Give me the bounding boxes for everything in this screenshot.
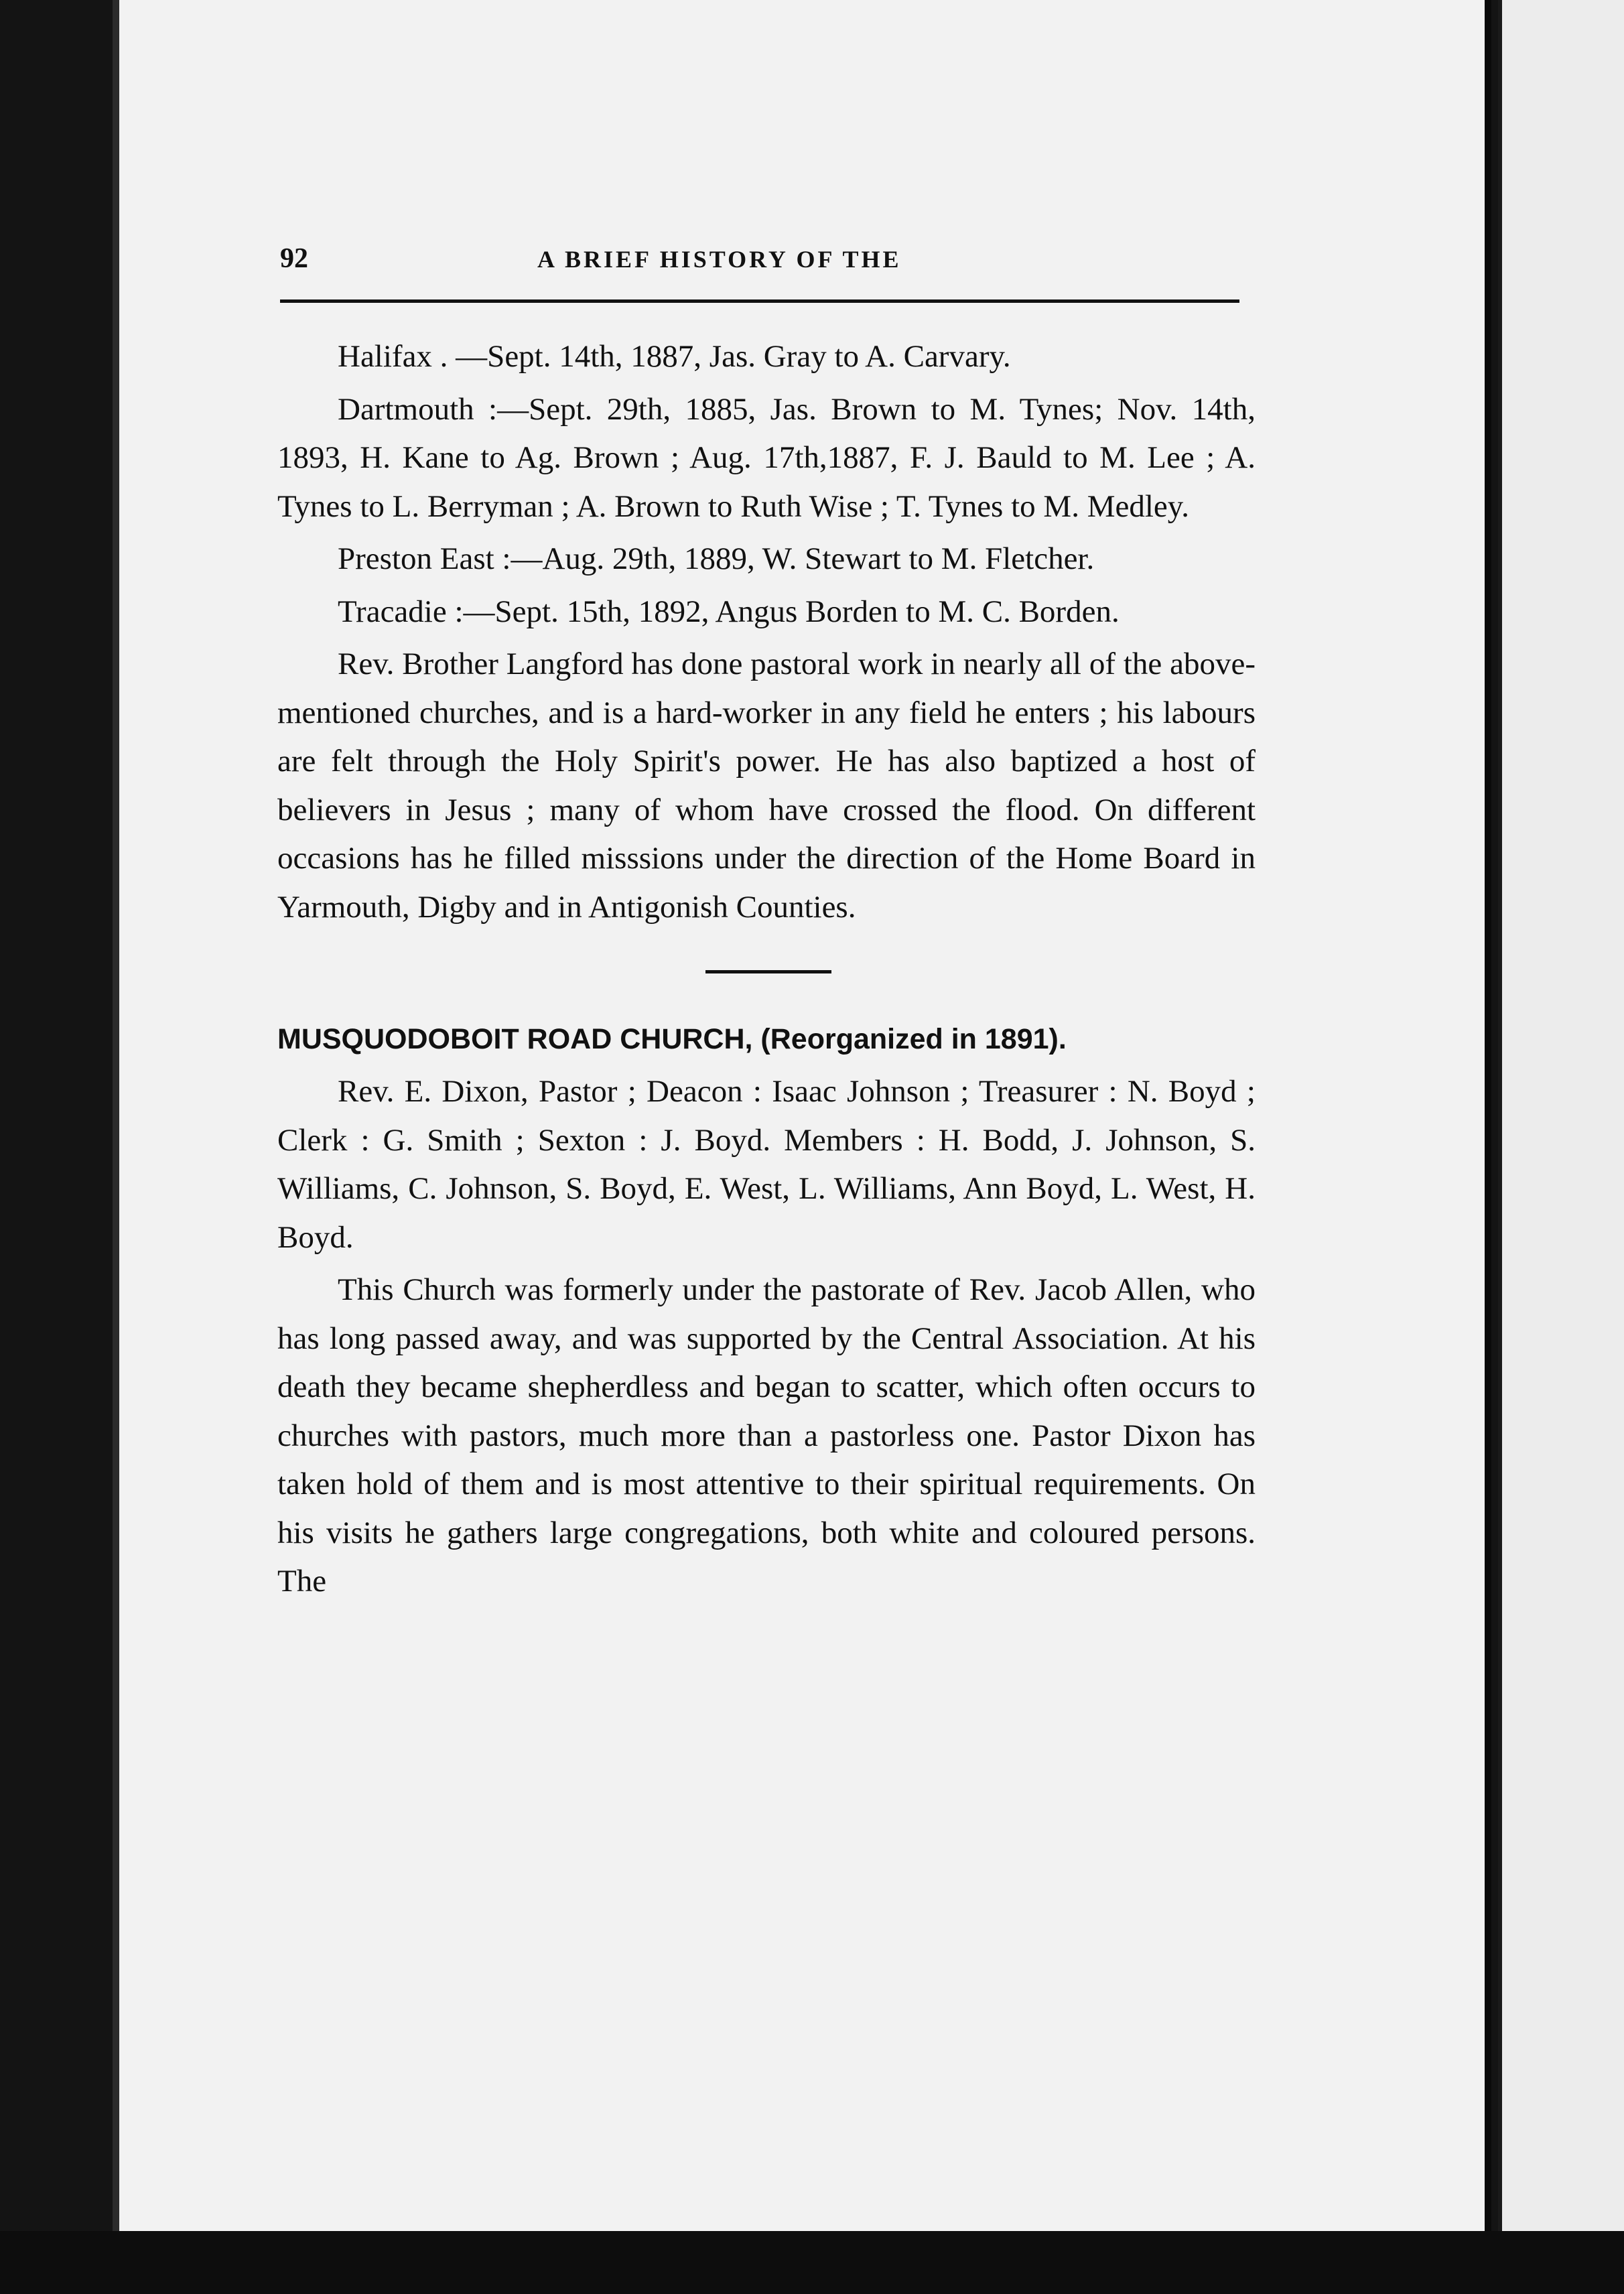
section-heading: MUSQUODOBOIT ROAD CHURCH, (Reorganized in 1891). bbox=[277, 1023, 1067, 1055]
marriage-entry-halifax: Halifax . —Sept. 14th, 1887, Jas. Gray to A. Carvary. bbox=[338, 339, 1011, 374]
marriage-entry-dartmouth: Dartmouth :—Sept. 29th, 1885, Jas. Brown to M. Tynes; Nov. 14th, 1893, H. Kane to Ag. Brown ; Aug. 17th,1887, F. J. Bauld to M. Lee ; A. Tynes to L. Berryman ; A. Brown to Ruth Wise ; T. Tynes to M. Medley. bbox=[277, 391, 1256, 524]
scan-border bbox=[0, 2231, 1624, 2294]
page-number: 92 bbox=[280, 243, 308, 274]
page-header bbox=[280, 243, 1239, 283]
church-officers-paragraph: Rev. E. Dixon, Pastor ; Deacon : Isaac Johnson ; Treasurer : N. Boyd ; Clerk : G. Smith ; Sexton : J. Boyd. Members : H. Bodd, J. Johnson, S. Williams, C. Johnson, S. Boyd, E. West, L. Williams, Ann Boyd, L. West, H. Boyd. bbox=[277, 1074, 1256, 1255]
page-body bbox=[277, 332, 1256, 1610]
page-gutter-edge bbox=[113, 0, 119, 2231]
facing-page-edge bbox=[1498, 0, 1624, 2231]
marriage-entry-tracadie: Tracadie :—Sept. 15th, 1892, Angus Borden to M. C. Borden. bbox=[338, 594, 1120, 629]
marriage-entry-preston-east: Preston East :—Aug. 29th, 1889, W. Stewart to M. Fletcher. bbox=[338, 541, 1095, 576]
running-head: A BRIEF HISTORY OF THE bbox=[537, 246, 902, 273]
langford-paragraph: Rev. Brother Langford has done pastoral work in nearly all of the above-mentioned churches, and is a hard-worker in any field he enters ; his labours are felt through the Holy Spirit's power. He has also baptized a host of believers in Jesus ; many of whom have crossed the flood. On different occasions has he filled misssions under the direction of the Home Board in Yarmouth, Digby and in Antigonish Counties. bbox=[277, 647, 1256, 925]
section-divider bbox=[705, 970, 831, 973]
header-rule bbox=[280, 299, 1239, 303]
church-history-paragraph: This Church was formerly under the pastorate of Rev. Jacob Allen, who has long passed away, and was supported by the Central Association. At his death they became shepherdless and began to scatter, which often occurs to churches with pastors, much more than a pastorless one. Pastor Dixon has taken hold of them and is most attentive to their spiritual requirements. On his visits he gathers large congregations, both white and coloured persons. The bbox=[277, 1272, 1256, 1599]
